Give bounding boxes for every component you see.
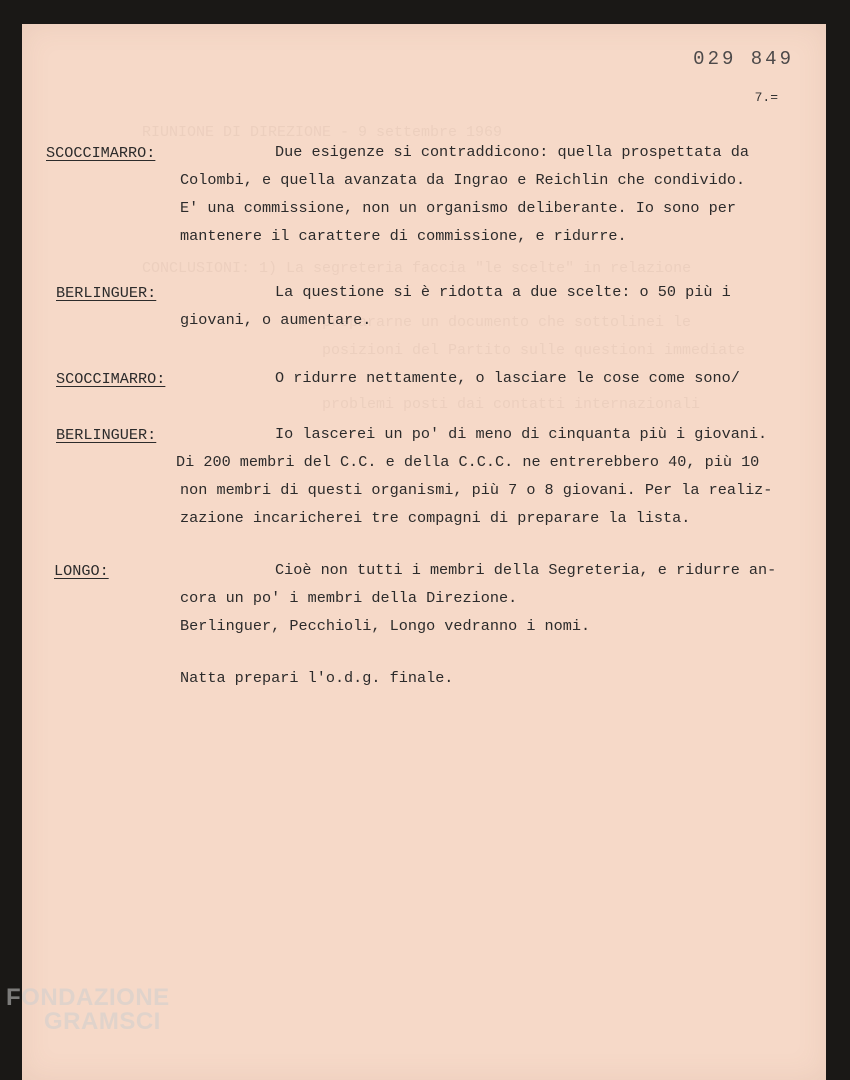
speaker-name: LONGO: [54, 562, 109, 580]
statement-line: E' una commissione, non un organismo deliberante. Io sono per [180, 199, 736, 217]
speaker-name: SCOCCIMARRO: [46, 144, 156, 162]
statement-line: Di 200 membri del C.C. e della C.C.C. ne entrerebbero 40, più 10 [176, 453, 760, 471]
statement-line: Berlinguer, Pecchioli, Longo vedranno i nomi. [180, 617, 591, 635]
document-number: 029 849 [693, 48, 794, 70]
statement-line: La questione si è ridotta a due scelte: o 50 più i [275, 283, 731, 301]
watermark-line-2: GRAMSCI [44, 1008, 161, 1035]
archive-watermark [6, 986, 216, 1034]
statement-line: Due esigenze si contraddicono: quella prospettata da [275, 143, 749, 161]
statement-line: cora un po' i membri della Direzione. [180, 589, 518, 607]
statement-line: Colombi, e quella avanzata da Ingrao e Reichlin che condivido. [180, 171, 746, 189]
speaker-name: SCOCCIMARRO: [56, 370, 166, 388]
page-number: 7.= [754, 90, 778, 105]
statement-line: Io lascerei un po' di meno di cinquanta più i giovani. [275, 425, 768, 443]
statement-line: mantenere il carattere di commissione, e ridurre. [180, 227, 627, 245]
watermark-line-1: FONDAZIONE [6, 984, 170, 1011]
statement-line: giovani, o aumentare. [180, 311, 372, 329]
statement-line: zazione incaricherei tre compagni di preparare la lista. [180, 509, 691, 527]
statement-line: non membri di questi organismi, più 7 o 8 giovani. Per la realiz- [180, 481, 773, 499]
statement-line: O ridurre nettamente, o lasciare le cose come sono/ [275, 369, 740, 387]
document-page: RIUNIONE DI DIREZIONE - 9 settembre 1969 CONCLUSIONI: 1) La segreteria faccia "le scelte" in relazione prepararne un documento che sottolinei le posizioni del Partito sulle questioni immediate problemi posti dai contatti internazionali 029 849 7.= SCOCCIMARRO: Due esigenze si contraddicono: quella prospettata da Colombi, e quella avanzata da Ingrao e Reichlin che condivido. E' una commissione, non un organismo deliberante. Io sono per mantenere il carattere di commissione, e ridurre. BERLINGUER: La questione si è ridotta a due scelte: o 50 più i giovani, o aumentare. SCOCCIMARRO: O ridurre nettamente, o lasciare le cose come sono/ BERLINGUER: Io lascerei un po' di meno di cinquanta più i giovani. Di 200 membri del C.C. e della C.C.C. ne entrerebbero 40, più 10 non membri di questi organismi, più 7 o 8 giovani. Per la realiz- zazione incaricherei tre compagni di preparare la lista. LONGO: Cioè non tutti i membri della Segreteria, e ridurre an- cora un po' i membri della Direzione. Berlinguer, Pecchioli, Longo vedranno i nomi. Natta prepari l'o.d.g. finale. [22, 24, 826, 1080]
speaker-name: BERLINGUER: [56, 284, 157, 302]
speaker-name: BERLINGUER: [56, 426, 157, 444]
statement-line: Cioè non tutti i membri della Segreteria, e ridurre an- [275, 561, 777, 579]
closing-line: Natta prepari l'o.d.g. finale. [180, 669, 454, 687]
